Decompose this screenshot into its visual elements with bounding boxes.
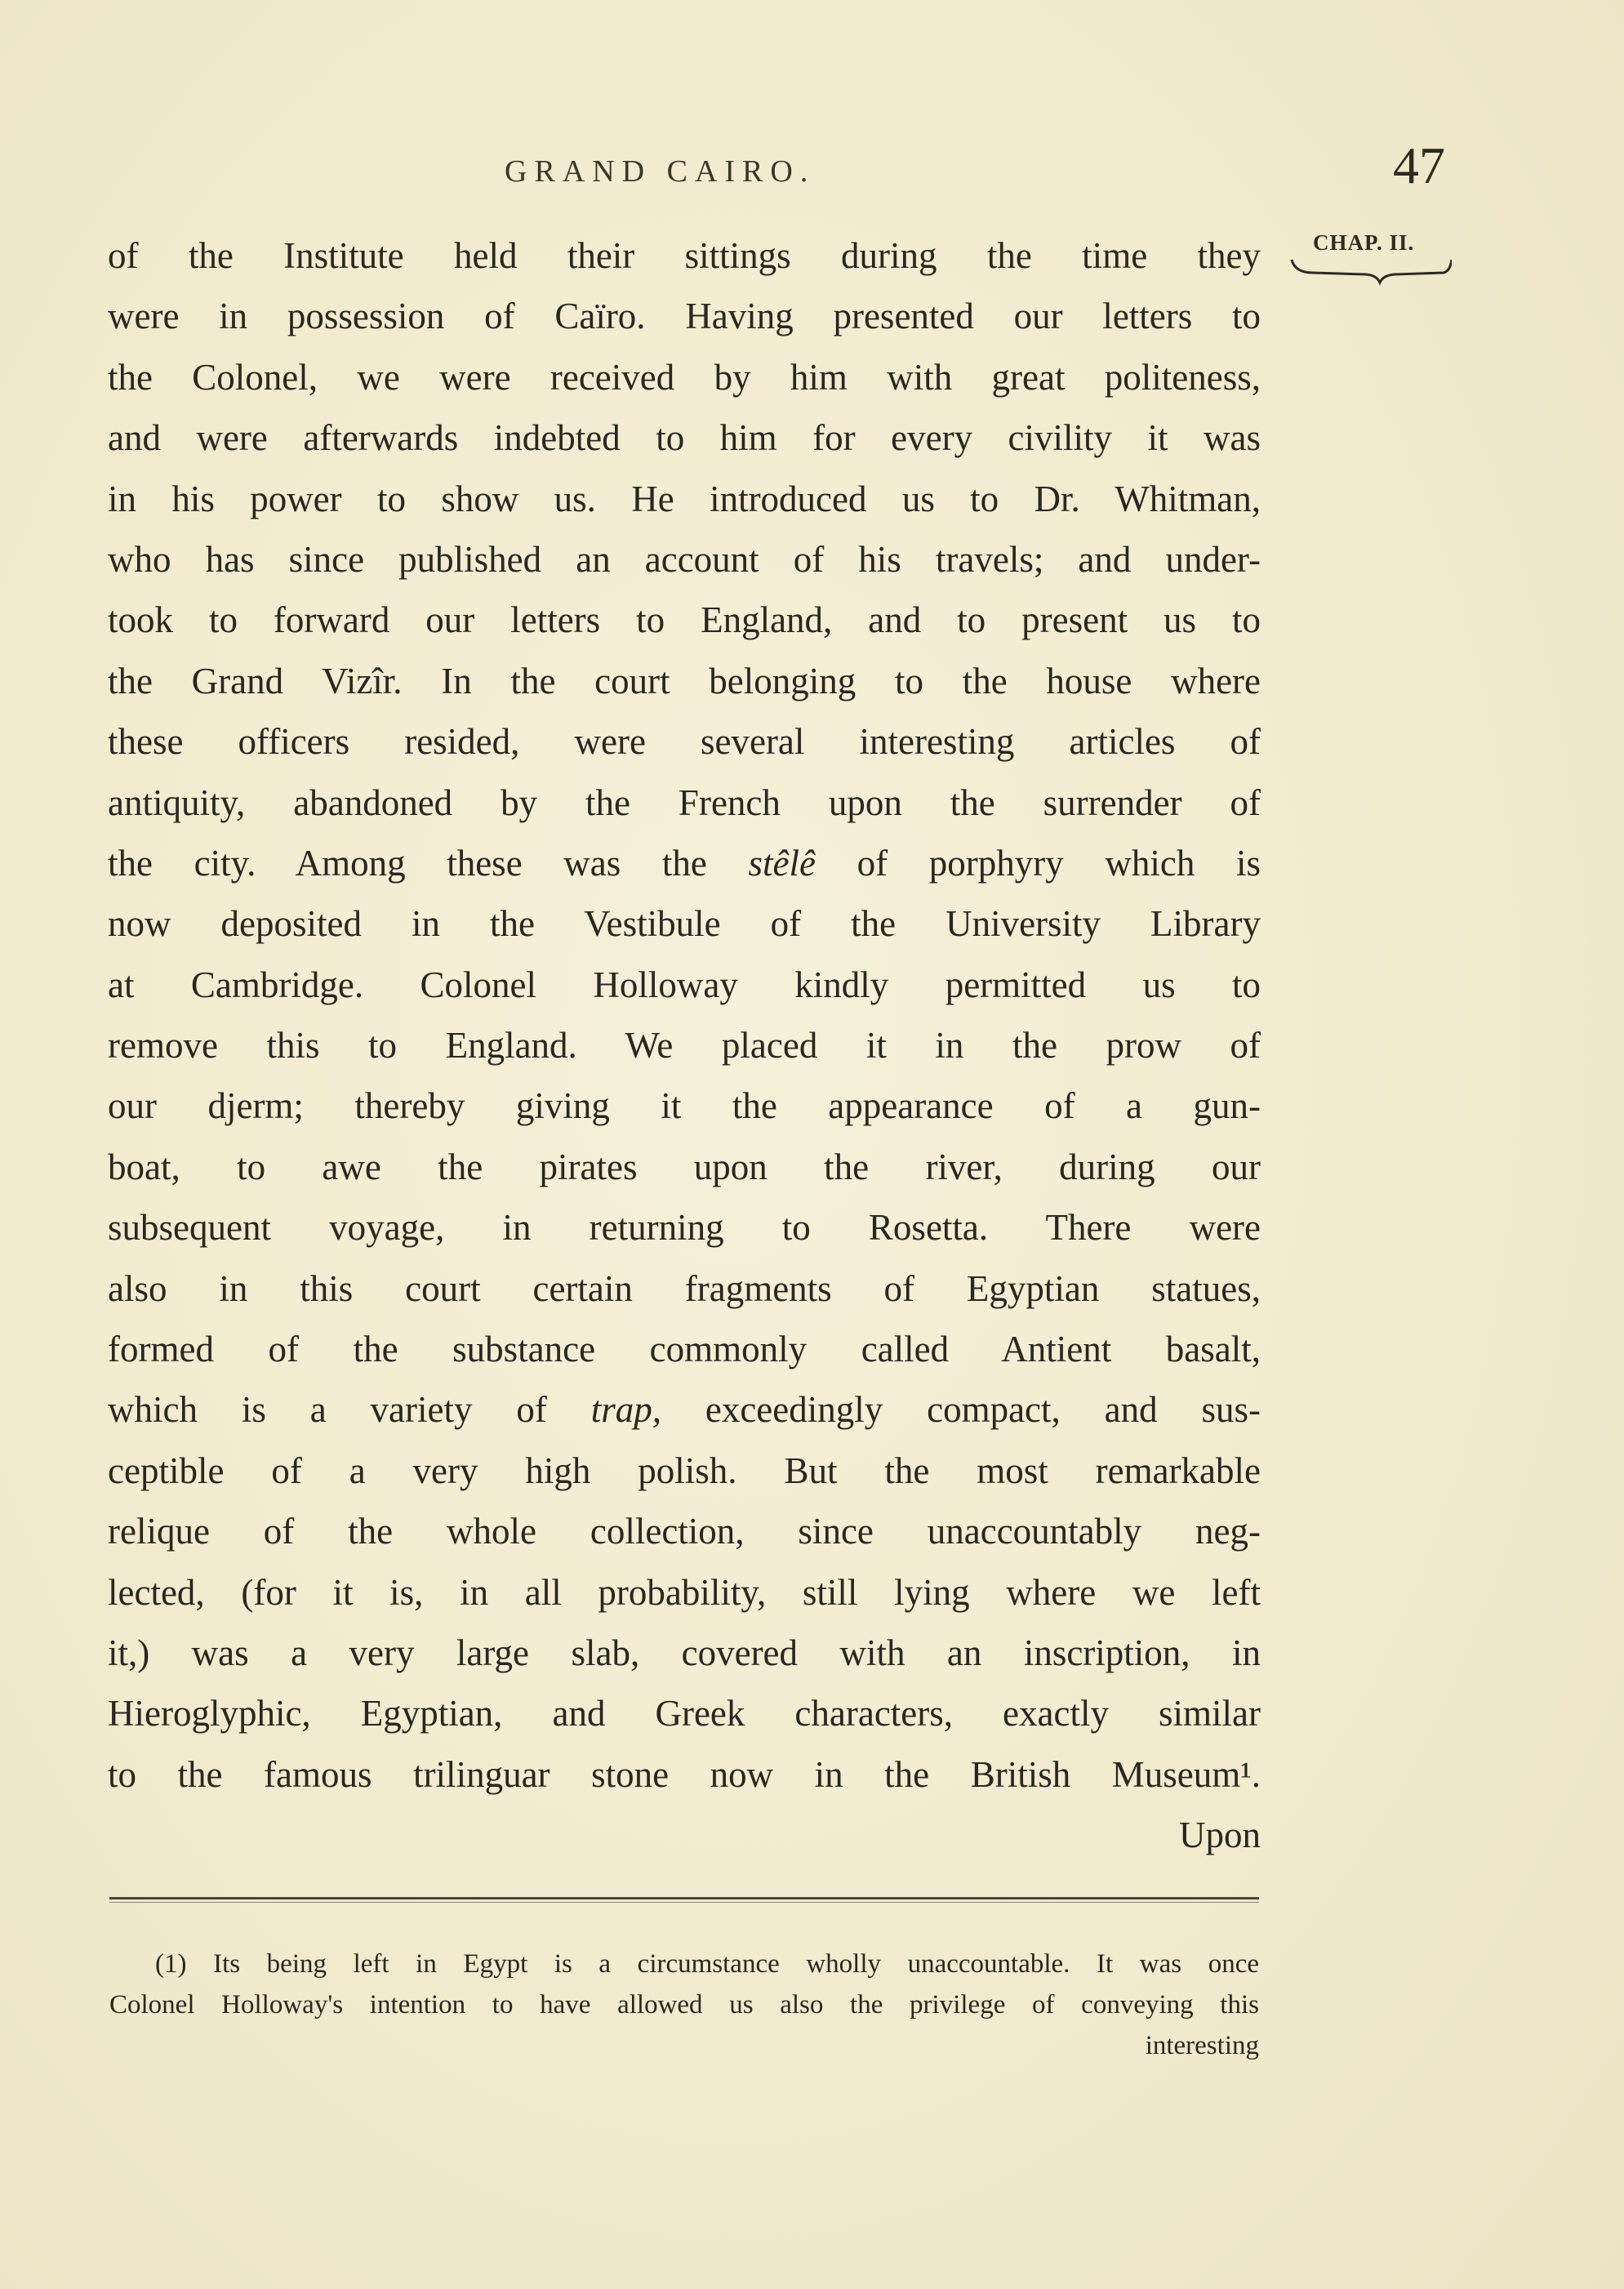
- footnote-line-1: (1) Its being left in Egypt is a circumstance wholly unaccountable. It was once: [155, 1949, 1259, 1979]
- italic-term: stêlê: [748, 842, 816, 884]
- text-line-8: the Grand Vizîr. In the court belonging to the house where: [108, 660, 1261, 701]
- text-line-2: were in possession of Caïro. Having presented our letters to: [108, 296, 1261, 337]
- catchword: Upon: [1179, 1815, 1261, 1856]
- text-line-12: now deposited in the Vestibule of the University Library: [108, 903, 1261, 945]
- text-line-6: who has since published an account of his travels; and under-: [108, 538, 1261, 580]
- text-line-1: of the Institute held their sittings during the time they: [108, 235, 1261, 276]
- chapter-label: CHAP. II.: [1313, 230, 1415, 255]
- text-line-26: to the famous trilinguar stone now in the British Museum¹.: [108, 1753, 1261, 1795]
- text-line-13: at Cambridge. Colonel Holloway kindly permitted us to: [108, 964, 1261, 1005]
- running-title: GRAND CAIRO.: [505, 154, 816, 189]
- text-line-20: which is a variety of trap, exceedingly compact, and sus-: [108, 1389, 1261, 1431]
- text-line-11: the city. Among these was the stêlê of porphyry which is: [108, 842, 1261, 884]
- text-line-23: lected, (for it is, in all probability, still lying where we left: [108, 1571, 1261, 1613]
- text-line-7: took to forward our letters to England, and to present us to: [108, 599, 1261, 641]
- text-line-25: Hieroglyphic, Egyptian, and Greek characters, exactly similar: [108, 1693, 1261, 1735]
- chapter-margin-note: [1288, 230, 1452, 296]
- text-line-18: also in this court certain fragments of Egyptian statues,: [108, 1267, 1261, 1309]
- text-line-21: ceptible of a very high polish. But the most remarkable: [108, 1450, 1261, 1491]
- text-line-10: antiquity, abandoned by the French upon the surrender of: [108, 782, 1261, 823]
- text-line-15: our djerm; thereby giving it the appearance of a gun-: [108, 1085, 1261, 1127]
- text-line-5: in his power to show us. He introduced us to Dr. Whitman,: [108, 478, 1261, 519]
- footnote-line-2: Colonel Holloway's intention to have allowed us also the privilege of conveying this: [109, 1990, 1259, 2020]
- text-line-14: remove this to England. We placed it in the prow of: [108, 1025, 1261, 1067]
- main-text-block: [108, 225, 1261, 1866]
- footnote-rule-thin: [109, 1902, 1259, 1903]
- text-line-19: formed of the substance commonly called Antient basalt,: [108, 1329, 1261, 1370]
- italic-term: trap,: [590, 1389, 661, 1431]
- footnote-catchword: interesting: [1145, 2031, 1259, 2060]
- page-number: 47: [1393, 136, 1445, 194]
- text-line-9: these officers resided, were several interesting articles of: [108, 721, 1261, 763]
- text-line-24: it,) was a very large slab, covered with an inscription, in: [108, 1632, 1261, 1673]
- text-line-22: relique of the whole collection, since unaccountably neg-: [108, 1511, 1261, 1552]
- footnote-block: [109, 1944, 1259, 2066]
- brace-ornament-icon: [1288, 230, 1452, 296]
- text-line-16: boat, to awe the pirates upon the river, during our: [108, 1146, 1261, 1187]
- text-line-4: and were afterwards indebted to him for every civility it was: [108, 417, 1261, 459]
- text-line-3: the Colonel, we were received by him with great politeness,: [108, 356, 1261, 398]
- text-line-17: subsequent voyage, in returning to Rosetta. There were: [108, 1207, 1261, 1249]
- footnote-rule: [109, 1897, 1259, 1899]
